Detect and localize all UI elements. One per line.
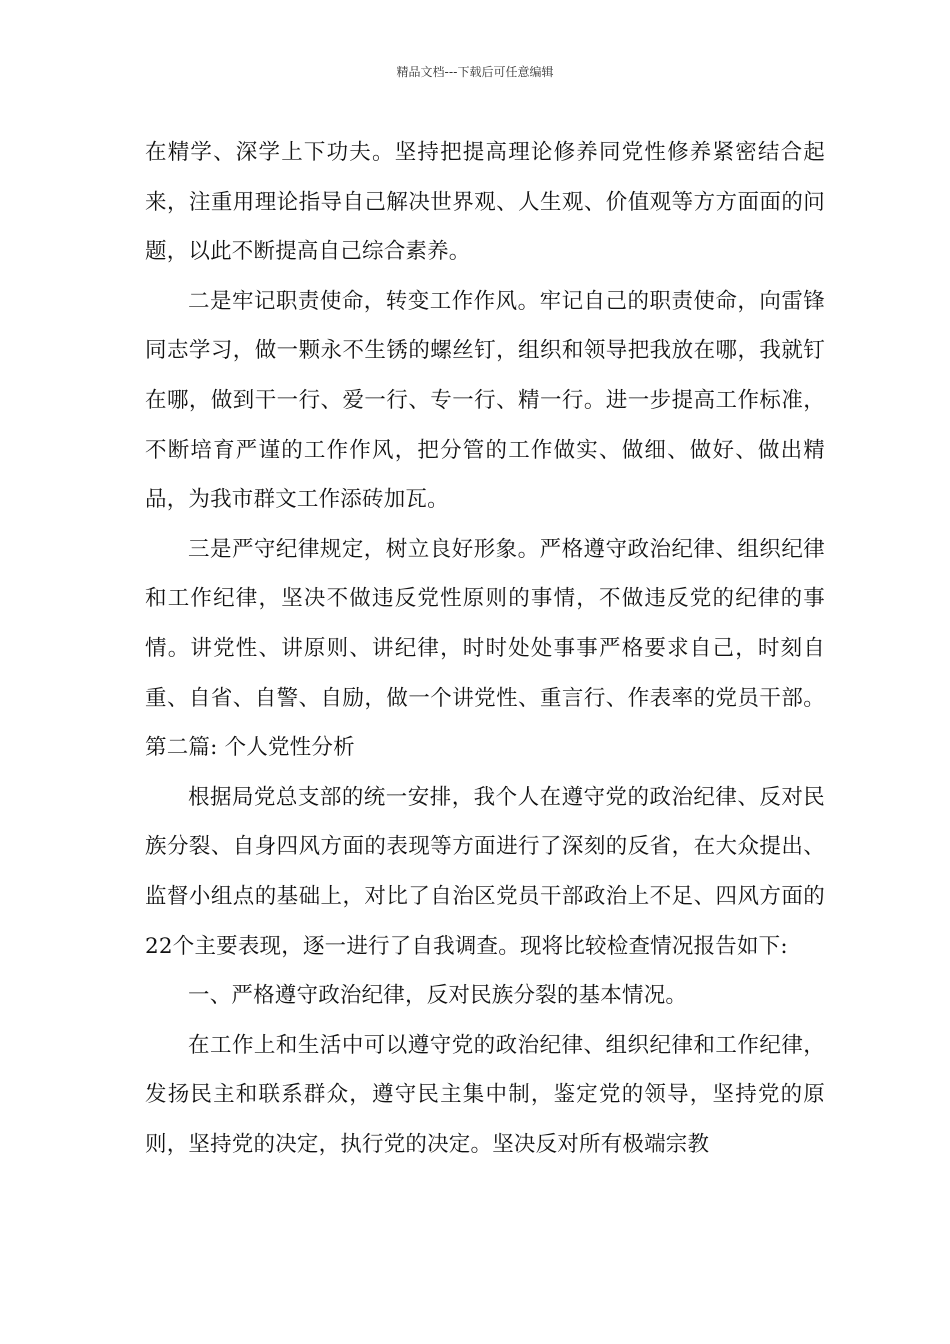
page-header: 精品文档---下载后可任意编辑 — [396, 65, 554, 79]
paragraph: 根据局党总支部的统一安排，我个人在遵守党的政治纪律、反对民族分裂、自身四风方面的表现等方面进行了深刻的反省，在大众提出、监督小组点的基础上，对比了自治区党员干部政治上不足、四风方面的22个主要表现，逐一进行了自我调查。现将比较检查情况报告如下: — [145, 784, 825, 959]
paragraph: 在精学、深学上下功夫。坚持把提高理论修养同党性修养紧密结合起来，注重用理论指导自己解决世界观、人生观、价值观等方方面面的问题，以此不断提高自己综合素养。 — [145, 140, 825, 265]
section-heading: 一、严格遵守政治纪律，反对民族分裂的基本情况。 — [188, 983, 688, 1009]
paragraph: 在工作上和生活中可以遵守党的政治纪律、组织纪律和工作纪律，发扬民主和联系群众，遵守民主集中制，鉴定党的领导，坚持党的原则，坚持党的决定，执行党的决定。坚决反对所有极端宗教 — [145, 1032, 825, 1157]
paragraph: 三是严守纪律规定，树立良好形象。严格遵守政治纪律、组织纪律和工作纪律，坚决不做违反党性原则的事情，不做违反党的纪律的事情。讲党性、讲原则、讲纪律，时时处处事事严格要求自己，时刻自重、自省、自警、自励，做一个讲党性、重言行、作表率的党员干部。第二篇: 个人党性分析 — [145, 536, 825, 761]
document-body — [145, 128, 825, 1169]
paragraph: 二是牢记职责使命，转变工作作风。牢记自己的职责使命，向雷锋同志学习，做一颗永不生锈的螺丝钉，组织和领导把我放在哪，我就钉在哪，做到干一行、爱一行、专一行、精一行。进一步提高工作标准，不断培育严谨的工作作风，把分管的工作做实、做细、做好、做出精品，为我市群文工作添砖加瓦。 — [145, 288, 825, 513]
